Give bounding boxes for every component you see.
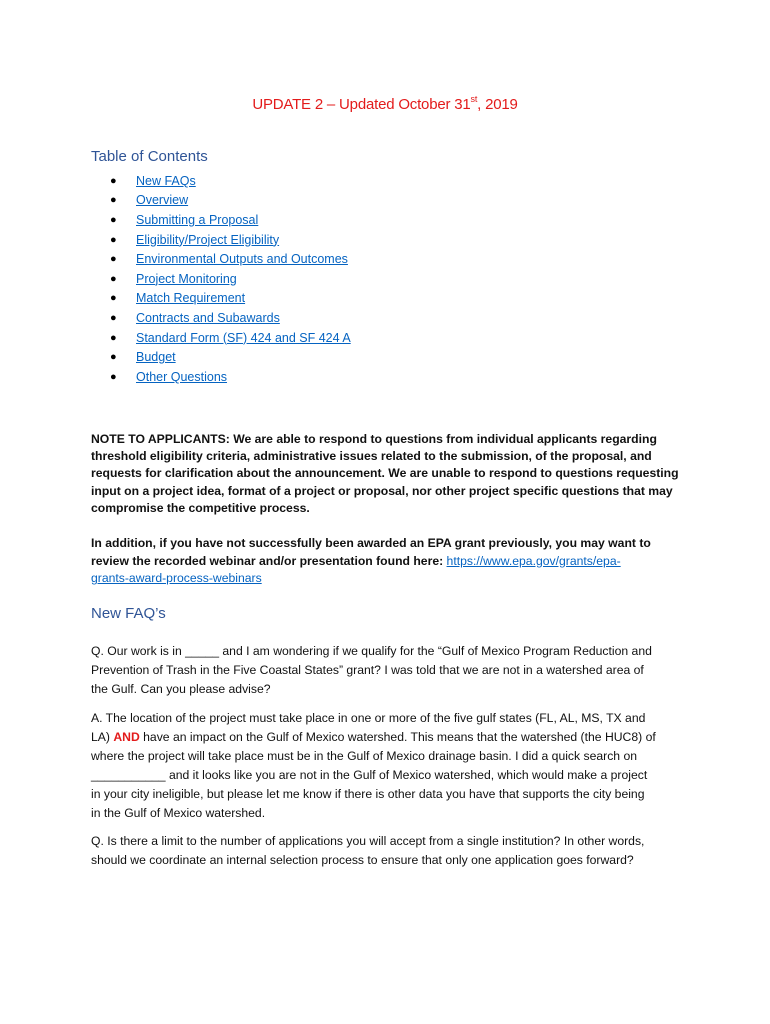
toc-link-budget[interactable]: Budget <box>136 350 176 365</box>
webinar-link-continued[interactable]: grants-award-process-webinars <box>91 571 262 586</box>
update-title-text: UPDATE 2 – Updated October 31 <box>252 96 471 113</box>
toc-link-project-monitoring[interactable]: Project Monitoring <box>136 271 237 286</box>
toc-link-contracts-subawards[interactable]: Contracts and Subawards <box>136 310 280 325</box>
bullet-icon: ● <box>110 253 117 266</box>
update-title-year: , 2019 <box>477 96 518 113</box>
toc-item <box>110 328 351 348</box>
bullet-icon: ● <box>110 292 117 305</box>
toc-link-eligibility[interactable]: Eligibility/Project Eligibility <box>136 232 280 247</box>
toc-item <box>110 308 351 328</box>
update-title-superscript: st <box>470 94 478 104</box>
update-title <box>0 96 770 113</box>
toc-link-environmental-outputs[interactable]: Environmental Outputs and Outcomes <box>136 252 348 267</box>
bullet-icon: ● <box>110 272 117 285</box>
toc-link-submitting-proposal[interactable]: Submitting a Proposal <box>136 212 259 227</box>
webinar-link[interactable]: https://www.epa.gov/grants/epa- <box>446 553 621 568</box>
toc-heading: Table of Contents <box>91 148 208 165</box>
bullet-icon: ● <box>110 233 117 246</box>
bullet-icon: ● <box>110 311 117 324</box>
toc-item <box>110 210 351 230</box>
toc-item <box>110 230 351 250</box>
toc-item <box>110 347 351 367</box>
toc-list <box>110 171 351 387</box>
and-emphasis: AND <box>113 729 140 744</box>
faq-question-2: Q. Is there a limit to the number of applications you will accept from a single institution? In other words, should we coordinate an internal selection process to ensure that only one application goes forward? <box>91 834 645 867</box>
toc-item <box>110 171 351 191</box>
bullet-icon: ● <box>110 370 117 383</box>
toc-link-match-requirement[interactable]: Match Requirement <box>136 291 246 306</box>
faq-heading: New FAQ’s <box>91 605 166 622</box>
toc-item <box>110 289 351 309</box>
bullet-icon: ● <box>110 174 117 187</box>
note-to-applicants: NOTE TO APPLICANTS: We are able to respond to questions from individual applicants regarding threshold eligibility criteria, administrative issues related to the submission, of the proposal, and requests for clarification about the announcement. We are unable to respond to questions requesting input on a project idea, format of a project or proposal, nor other project specific questions that may compromise the competitive process. <box>91 432 679 515</box>
toc-item <box>110 191 351 211</box>
faq-answer-1: A. The location of the project must take place in one or more of the five gulf states (FL, AL, MS, TX and LA) AND have an impact on the Gulf of Mexico watershed. This means that the watershed (the HUC8) of where the project will take place must be in the Gulf of Mexico drainage basin. I did a quick search on ___________ and it looks like you are not in the Gulf of Mexico watershed, which would make a project in your city ineligible, but please let me know if there is other data you have that supports the city being in the Gulf of Mexico watershed. <box>91 711 656 820</box>
toc-item <box>110 249 351 269</box>
toc-link-standard-form[interactable]: Standard Form (SF) 424 and SF 424 A <box>136 330 351 345</box>
toc-link-overview[interactable]: Overview <box>136 193 189 208</box>
bullet-icon: ● <box>110 331 117 344</box>
bullet-icon: ● <box>110 194 117 207</box>
toc-item <box>110 367 351 387</box>
bullet-icon: ● <box>110 351 117 364</box>
toc-item <box>110 269 351 289</box>
toc-link-new-faqs[interactable]: New FAQs <box>136 173 196 188</box>
webinar-paragraph: In addition, if you have not successfully been awarded an EPA grant previously, you may want to review the recorded webinar and/or presentation found here: https://www.epa.gov/grants/epa- grants-award-process-webinars <box>91 536 651 586</box>
faq-question-1: Q. Our work is in _____ and I am wondering if we qualify for the “Gulf of Mexico Program Reduction and Prevention of Trash in the Five Coastal States” grant? I was told that we are not in a watershed area of the Gulf. Can you please advise? <box>91 644 652 696</box>
bullet-icon: ● <box>110 213 117 226</box>
toc-link-other-questions[interactable]: Other Questions <box>136 369 228 384</box>
